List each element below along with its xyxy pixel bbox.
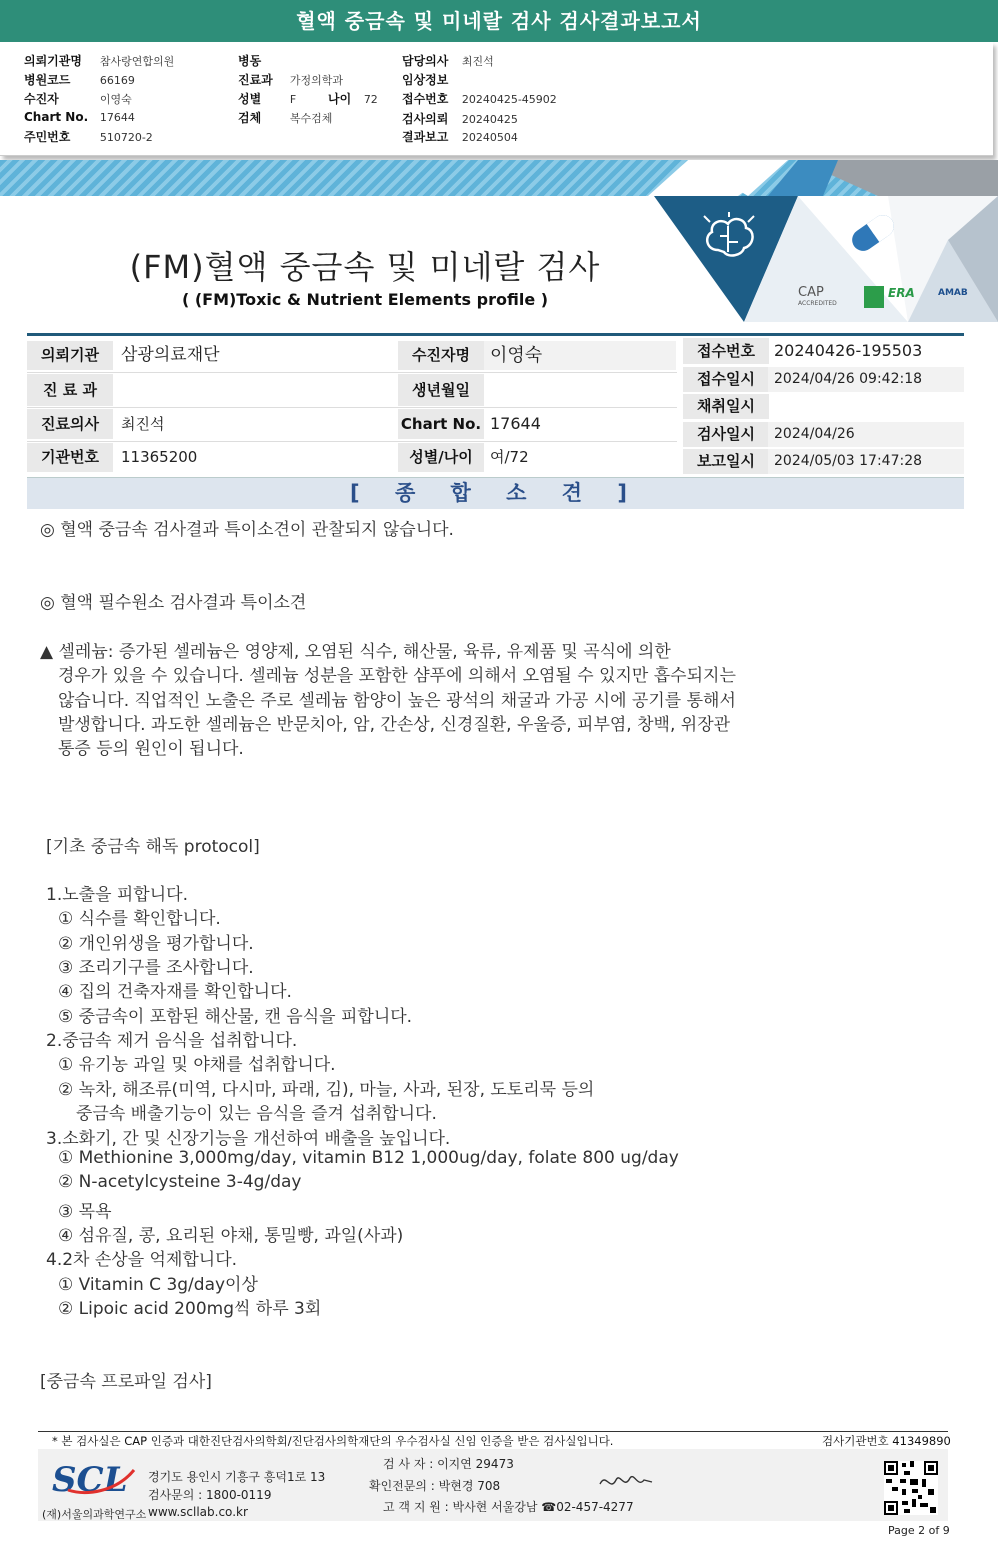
patient-label: 의뢰기관 xyxy=(27,341,113,370)
patient-label: 성별/나이 xyxy=(398,443,484,472)
protocol-line: ③ 조리기구를 조사합니다. xyxy=(58,958,254,978)
patient-label: 채취일시 xyxy=(683,394,769,419)
patient-value xyxy=(484,374,676,406)
header-row xyxy=(402,110,518,127)
header-row xyxy=(238,71,343,88)
protocol-line: 1.노출을 피합니다. xyxy=(46,885,188,905)
header-row xyxy=(402,128,518,145)
header-value: 최진석 xyxy=(461,55,494,68)
header-label: Chart No. xyxy=(24,110,89,124)
footer-note: * 본 검사실은 CAP 인증과 대한진단검사의학회/진단검사의학재단의 우수검사실 신임 인증을 받은 검사실입니다. xyxy=(52,1434,614,1448)
header-row xyxy=(24,52,174,69)
header-label: 결과보고 xyxy=(402,130,449,144)
header-row xyxy=(24,128,153,145)
patient-label: 생년월일 xyxy=(398,374,484,406)
examiner: 검 사 자 : 이지연 29473 xyxy=(383,1457,514,1471)
protocol-line: ④ 집의 건축자재를 확인합니다. xyxy=(58,982,292,1002)
qr-code-image xyxy=(884,1461,938,1515)
header-value: 복수검체 xyxy=(289,112,333,125)
report-title: 혈액 중금속 및 미네랄 검사 검사결과보고서 xyxy=(0,0,998,42)
patient-value: 2024/05/03 17:47:28 xyxy=(768,449,964,474)
finding-line: 않습니다. 직업적인 노출은 주로 셀레늄 함양이 높은 광석의 채굴과 가공 시에 공기를 통해서 xyxy=(58,691,736,711)
lab-address: 경기도 용인시 기흥구 흥덕1로 13 xyxy=(148,1470,326,1484)
lab-website: www.scllab.co.kr xyxy=(148,1505,248,1519)
protocol-line: ⑤ 중금속이 포함된 해산물, 캔 음식을 피합니다. xyxy=(58,1007,413,1027)
protocol-line: 2.중금속 제거 음식을 섭취합니다. xyxy=(46,1031,298,1051)
header-row xyxy=(238,109,332,126)
row-divider xyxy=(27,372,677,373)
finding-line: ◎ 혈액 필수원소 검사결과 특이소견 xyxy=(40,593,307,613)
lm-logo-icon xyxy=(864,286,884,308)
protocol-line: ② 녹차, 해조류(미역, 다시마, 파래, 김), 마늘, 사과, 된장, 도토리묵 등의 xyxy=(58,1080,595,1100)
scl-logo-swoosh xyxy=(66,1466,136,1496)
age-label: 나이 xyxy=(327,92,352,106)
cap-logo xyxy=(798,285,837,307)
patient-value: 삼광의료재단 xyxy=(121,345,220,365)
patient-value xyxy=(768,394,964,419)
header-label: 접수번호 xyxy=(402,92,449,106)
header-row xyxy=(238,90,378,107)
specialist: 확인전문의 : 박현경 708 xyxy=(369,1479,501,1493)
patient-value: 20240426-195503 xyxy=(774,341,923,360)
header-value: 참사랑연합의원 xyxy=(99,55,175,68)
page-number: Page 2 of 9 xyxy=(888,1524,950,1537)
header-row xyxy=(24,90,132,107)
header-label: 검체 xyxy=(238,111,262,125)
org-name: (재)서울의과학연구소 xyxy=(42,1508,147,1521)
patient-value: 2024/04/26 09:42:18 xyxy=(768,367,964,392)
patient-value: 11365200 xyxy=(121,448,198,466)
protocol-line: 3.소화기, 간 및 신장기능을 개선하여 배출을 높입니다. xyxy=(46,1129,451,1149)
patient-label: 진 료 과 xyxy=(27,374,113,406)
header-value: 20240425 xyxy=(461,113,518,126)
header-label: 수진자 xyxy=(24,92,59,106)
finding-line: 경우가 있을 수 있습니다. 셀레늄 성분을 포함한 샴푸에 의해서 오염될 수 있지만 흡수되지는 xyxy=(58,666,736,686)
row-divider xyxy=(27,407,677,408)
amab-logo: AMAB xyxy=(938,288,968,298)
protocol-line: ② 개인위생을 평가합니다. xyxy=(58,934,254,954)
header-value: F xyxy=(289,93,297,106)
header-value: 이영숙 xyxy=(99,93,132,106)
row-divider xyxy=(27,441,677,442)
patient-value: 최진석 xyxy=(121,415,165,433)
header-info-box xyxy=(0,42,993,156)
header-label: 진료과 xyxy=(238,73,273,87)
protocol-line: 중금속 배출기능이 있는 음식을 즐겨 섭취합니다. xyxy=(76,1104,437,1124)
patient-label: 기관번호 xyxy=(27,443,113,472)
signature-image xyxy=(598,1470,654,1494)
patient-label: 접수일시 xyxy=(683,367,769,392)
finding-line: ◎ 혈액 중금속 검사결과 특이소견이 관찰되지 않습니다. xyxy=(40,520,454,540)
patient-value xyxy=(115,374,395,406)
header-label: 의뢰기관명 xyxy=(24,54,82,68)
protocol-line: ① Vitamin C 3g/day이상 xyxy=(58,1275,258,1295)
patient-label: 수진자명 xyxy=(398,341,484,370)
header-value: 20240425-45902 xyxy=(461,93,557,106)
header-row xyxy=(24,110,135,124)
cap-logo-sub: ACCREDITED xyxy=(798,300,837,307)
header-row xyxy=(402,90,557,107)
protocol-line: ② N-acetylcysteine 3-4g/day xyxy=(58,1172,302,1192)
table-top-line xyxy=(27,333,964,336)
header-value: 20240504 xyxy=(461,131,518,144)
protocol-line: ② Lipoic acid 200mg씩 하루 3회 xyxy=(58,1299,322,1319)
lab-phone: 검사문의 : 1800-0119 xyxy=(148,1488,272,1502)
customer-support: 고 객 지 원 : 박사현 서울강남 ☎02-457-4277 xyxy=(383,1500,634,1514)
summary-title: [ 종 합 소 견 ] xyxy=(350,481,641,505)
era-logo: ERA xyxy=(888,286,915,300)
header-row xyxy=(402,52,494,69)
header-label: 주민번호 xyxy=(24,130,71,144)
protocol-line: ① 유기농 과일 및 야채를 섭취합니다. xyxy=(58,1055,336,1075)
test-title: (FM)혈액 중금속 및 미네랄 검사 xyxy=(129,248,601,286)
header-label: 임상정보 xyxy=(402,73,449,87)
lab-number: 검사기관번호 41349890 xyxy=(822,1434,951,1448)
header-row xyxy=(402,71,458,88)
protocol-line: ① Methionine 3,000mg/day, vitamin B12 1,000ug/day, folate 800 ug/day xyxy=(58,1148,679,1168)
finding-line: 발생합니다. 과도한 셀레늄은 반문치아, 암, 간손상, 신경질환, 우울증, 피부염, 창백, 위장관 xyxy=(58,715,731,735)
header-row xyxy=(238,52,286,69)
patient-value: 이영숙 xyxy=(484,341,676,370)
header-value: 510720-2 xyxy=(99,131,153,144)
age-value: 72 xyxy=(363,93,378,106)
footer-divider xyxy=(38,1431,948,1432)
header-label: 병동 xyxy=(238,54,262,68)
patient-value: 2024/04/26 xyxy=(768,422,964,447)
protocol-heading: [기초 중금속 해독 protocol] xyxy=(46,837,260,857)
capsule-icon xyxy=(844,210,902,256)
header-value: 66169 xyxy=(99,74,135,87)
header-row xyxy=(24,71,135,88)
header-label: 담당의사 xyxy=(402,54,449,68)
finding-line: ▲ 셀레늄: 증가된 셀레늄은 영양제, 오염된 식수, 해산물, 육류, 유제품 및 곡식에 의한 xyxy=(40,642,671,662)
cap-logo-text: CAP xyxy=(798,285,824,300)
header-value: 가정의학과 xyxy=(289,74,343,87)
patient-label: 보고일시 xyxy=(683,449,769,474)
patient-label: Chart No. xyxy=(398,409,484,439)
finding-line: 통증 등의 원인이 됩니다. xyxy=(58,739,244,759)
patient-label: 검사일시 xyxy=(683,422,769,447)
section-heading: [중금속 프로파일 검사] xyxy=(40,1372,212,1392)
patient-label: 접수번호 xyxy=(683,338,769,364)
header-label: 성별 xyxy=(238,92,262,106)
test-subtitle: ( (FM)Toxic & Nutrient Elements profile ) xyxy=(181,290,549,309)
protocol-line: 4.2차 손상을 억제합니다. xyxy=(46,1250,238,1270)
scl-logo: SCL xyxy=(52,1460,128,1500)
header-value: 17644 xyxy=(99,111,135,124)
patient-value: 17644 xyxy=(490,414,541,433)
patient-label: 진료의사 xyxy=(27,409,113,439)
patient-value: 여/72 xyxy=(490,448,529,466)
protocol-line: ③ 목욕 xyxy=(58,1202,112,1222)
header-label: 검사의뢰 xyxy=(402,112,449,126)
protocol-line: ① 식수를 확인합니다. xyxy=(58,909,221,929)
header-label: 병원코드 xyxy=(24,73,71,87)
protocol-line: ④ 섬유질, 콩, 요리된 야채, 통밀빵, 과일(사과) xyxy=(58,1226,404,1246)
